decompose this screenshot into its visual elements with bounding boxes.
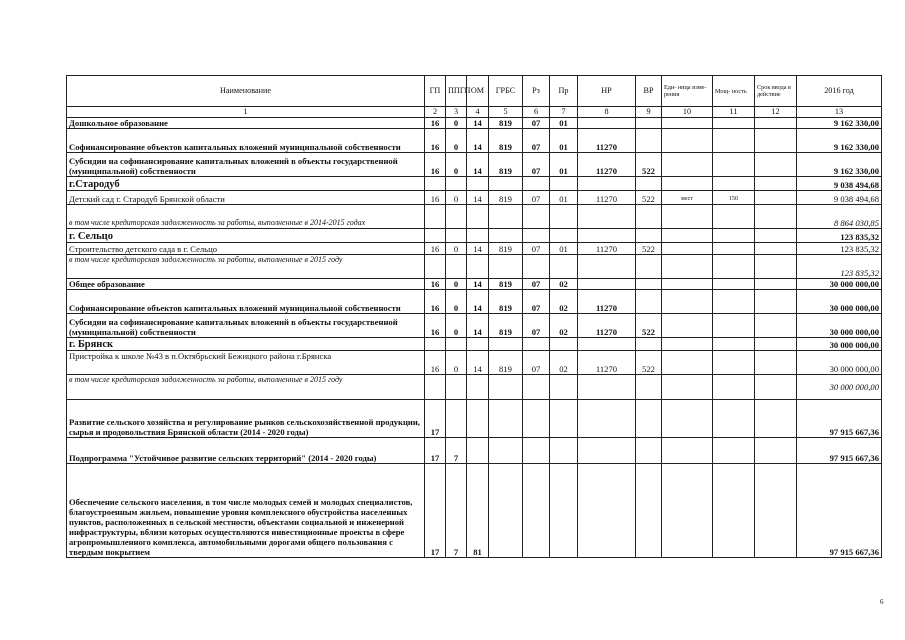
row-amount: 9 038 494,68 — [797, 191, 882, 205]
row-amount: 9 038 494,68 — [797, 177, 882, 191]
table-row — [67, 338, 882, 351]
row-unit — [662, 290, 713, 314]
col-num: 7 — [550, 107, 578, 118]
budget-table-sheet — [66, 75, 881, 558]
row-pr: 01 — [550, 243, 578, 255]
row-amount: 30 000 000,00 — [797, 351, 882, 375]
row-amount: 30 000 000,00 — [797, 375, 882, 400]
row-unit — [662, 118, 713, 129]
row-nr: 11270 — [578, 314, 636, 338]
col-num: 6 — [523, 107, 550, 118]
row-gp: 16 — [425, 191, 446, 205]
row-amount: 30 000 000,00 — [797, 290, 882, 314]
row-term — [755, 129, 797, 153]
row-power — [713, 351, 755, 375]
row-unit — [662, 314, 713, 338]
row-term — [755, 314, 797, 338]
row-amount: 97 915 667,36 — [797, 400, 882, 438]
row-amount: 30 000 000,00 — [797, 314, 882, 338]
row-gp: 16 — [425, 153, 446, 177]
col-num: 8 — [578, 107, 636, 118]
row-om: 14 — [467, 191, 489, 205]
row-name: Подпрограмма "Устойчивое развитие сельских территорий" (2014 - 2020 годы) — [67, 438, 425, 464]
row-rz: 07 — [523, 314, 550, 338]
table-row — [67, 351, 882, 375]
row-om: 14 — [467, 153, 489, 177]
table-row — [67, 243, 882, 255]
row-term — [755, 351, 797, 375]
row-ppgp: 0 — [446, 191, 467, 205]
row-gp: 16 — [425, 129, 446, 153]
row-grbs: 819 — [489, 279, 523, 290]
row-vr: 522 — [636, 153, 662, 177]
row-nr: 11270 — [578, 351, 636, 375]
row-ppgp: 0 — [446, 279, 467, 290]
row-term — [755, 279, 797, 290]
row-power — [713, 314, 755, 338]
row-nr: 11270 — [578, 290, 636, 314]
row-grbs: 819 — [489, 351, 523, 375]
table-row — [67, 177, 882, 191]
row-name: Субсидии на софинансирование капитальных вложений в объекты государственной (муниципальной) собственности — [67, 314, 425, 338]
col-num: 13 — [797, 107, 882, 118]
header-om: ОМ — [467, 76, 489, 107]
row-amount: 123 835,32 — [797, 243, 882, 255]
row-term — [755, 191, 797, 205]
row-nr: 11270 — [578, 191, 636, 205]
row-om: 81 — [467, 464, 489, 558]
row-nr: 11270 — [578, 153, 636, 177]
row-pr: 02 — [550, 279, 578, 290]
header-nr: НР — [578, 76, 636, 107]
row-gp: 16 — [425, 351, 446, 375]
row-amount: 30 000 000,00 — [797, 338, 882, 351]
table-row — [67, 314, 882, 338]
row-grbs: 819 — [489, 153, 523, 177]
row-gp: 16 — [425, 243, 446, 255]
row-om: 14 — [467, 243, 489, 255]
row-name: Пристройка к школе №43 в п.Октябрьский Бежицкого района г.Брянска — [67, 351, 425, 375]
row-amount: 123 835,32 — [797, 255, 882, 279]
row-power — [713, 153, 755, 177]
row-amount: 123 835,32 — [797, 229, 882, 243]
header-rz: Рз — [523, 76, 550, 107]
row-ppgp: 0 — [446, 351, 467, 375]
row-amount: 30 000 000,00 — [797, 279, 882, 290]
row-pr: 02 — [550, 290, 578, 314]
table-row — [67, 129, 882, 153]
header-vr: ВР — [636, 76, 662, 107]
row-name: Софинансирование объектов капитальных вложений муниципальной собственности — [67, 129, 425, 153]
row-rz: 07 — [523, 351, 550, 375]
row-ppgp: 0 — [446, 243, 467, 255]
col-num: 12 — [755, 107, 797, 118]
row-power — [713, 290, 755, 314]
row-vr — [636, 129, 662, 153]
row-nr — [578, 118, 636, 129]
row-rz: 07 — [523, 279, 550, 290]
row-vr: 522 — [636, 351, 662, 375]
col-num: 9 — [636, 107, 662, 118]
col-num: 1 — [67, 107, 425, 118]
row-vr: 522 — [636, 314, 662, 338]
row-amount: 97 915 667,36 — [797, 464, 882, 558]
row-power — [713, 243, 755, 255]
row-rz: 07 — [523, 243, 550, 255]
row-gp: 16 — [425, 279, 446, 290]
row-term — [755, 243, 797, 255]
row-unit — [662, 129, 713, 153]
row-ppgp: 0 — [446, 153, 467, 177]
row-vr: 522 — [636, 243, 662, 255]
col-num: 2 — [425, 107, 446, 118]
header-grbs: ГРБС — [489, 76, 523, 107]
row-gp: 17 — [425, 464, 446, 558]
row-vr — [636, 290, 662, 314]
row-gp: 16 — [425, 314, 446, 338]
header-gp: ГП — [425, 76, 446, 107]
row-name: Строительство детского сада в г. Сельцо — [67, 243, 425, 255]
row-ppgp: 0 — [446, 118, 467, 129]
row-om: 14 — [467, 129, 489, 153]
col-num: 5 — [489, 107, 523, 118]
row-grbs: 819 — [489, 314, 523, 338]
table-row — [67, 229, 882, 243]
row-grbs: 819 — [489, 118, 523, 129]
header-power: Мощ- ность — [713, 76, 755, 107]
row-name: г. Брянск — [67, 338, 425, 351]
table-row — [67, 191, 882, 205]
row-name: Дошкольное образование — [67, 118, 425, 129]
row-power — [713, 129, 755, 153]
row-ppgp: 7 — [446, 438, 467, 464]
row-om: 14 — [467, 314, 489, 338]
row-unit — [662, 279, 713, 290]
row-amount: 8 864 030,85 — [797, 205, 882, 229]
table-row — [67, 153, 882, 177]
row-nr: 11270 — [578, 243, 636, 255]
row-term — [755, 153, 797, 177]
row-term — [755, 290, 797, 314]
row-unit: мест — [662, 191, 713, 205]
row-nr: 11270 — [578, 129, 636, 153]
row-grbs: 819 — [489, 191, 523, 205]
row-om: 14 — [467, 290, 489, 314]
header-pr: Пр — [550, 76, 578, 107]
row-name: г.Стародуб — [67, 177, 425, 191]
row-name: г. Сельцо — [67, 229, 425, 243]
row-power: 150 — [713, 191, 755, 205]
header-year: 2016 год — [797, 76, 882, 107]
row-rz: 07 — [523, 118, 550, 129]
row-unit — [662, 351, 713, 375]
row-ppgp: 0 — [446, 290, 467, 314]
col-num: 11 — [713, 107, 755, 118]
row-amount: 9 162 330,00 — [797, 129, 882, 153]
table-row — [67, 464, 882, 558]
row-amount: 97 915 667,36 — [797, 438, 882, 464]
row-unit — [662, 243, 713, 255]
row-power — [713, 118, 755, 129]
row-unit — [662, 153, 713, 177]
row-om: 14 — [467, 351, 489, 375]
row-gp: 16 — [425, 290, 446, 314]
row-gp: 17 — [425, 400, 446, 438]
row-rz: 07 — [523, 153, 550, 177]
row-rz: 07 — [523, 129, 550, 153]
row-amount: 9 162 330,00 — [797, 118, 882, 129]
header-unit: Еди- ница изме- рения — [662, 76, 713, 107]
table-row — [67, 400, 882, 438]
table-row — [67, 279, 882, 290]
row-ppgp: 0 — [446, 314, 467, 338]
column-number-row — [67, 107, 882, 118]
header-name: Наименование — [67, 76, 425, 107]
row-pr: 01 — [550, 153, 578, 177]
row-vr — [636, 118, 662, 129]
row-power — [713, 279, 755, 290]
row-name: Субсидии на софинансирование капитальных вложений в объекты государственной (муниципальной) собственности — [67, 153, 425, 177]
table-row — [67, 290, 882, 314]
table-row — [67, 255, 882, 279]
row-ppgp: 0 — [446, 129, 467, 153]
row-name: Общее образование — [67, 279, 425, 290]
row-name: в том числе кредиторская задолженность за работы, выполненные в 2015 году — [67, 375, 425, 400]
row-name: в том числе кредиторская задолженность за работы, выполненные в 2015 году — [67, 255, 425, 279]
col-num: 10 — [662, 107, 713, 118]
row-vr — [636, 279, 662, 290]
budget-table — [66, 75, 882, 558]
row-pr: 02 — [550, 351, 578, 375]
row-nr — [578, 279, 636, 290]
row-name: Софинансирование объектов капитальных вложений муниципальной собственности — [67, 290, 425, 314]
col-num: 4 — [467, 107, 489, 118]
row-name: Развитие сельского хозяйства и регулирование рынков сельскохозяйственной продукции, сырья и продовольствия Брянской области (2014 - 2020 годы) — [67, 400, 425, 438]
row-rz: 07 — [523, 191, 550, 205]
header-ppgp: ППГП — [446, 76, 467, 107]
row-pr: 02 — [550, 314, 578, 338]
row-pr: 01 — [550, 191, 578, 205]
row-term — [755, 118, 797, 129]
row-name: в том числе кредиторская задолженность за работы, выполненные в 2014-2015 годах — [67, 205, 425, 229]
row-amount: 9 162 330,00 — [797, 153, 882, 177]
row-gp: 16 — [425, 118, 446, 129]
row-grbs: 819 — [489, 290, 523, 314]
header-row — [67, 76, 882, 107]
row-om: 14 — [467, 279, 489, 290]
table-row — [67, 118, 882, 129]
row-gp: 17 — [425, 438, 446, 464]
row-om: 14 — [467, 118, 489, 129]
header-term: Срок ввода в действие — [755, 76, 797, 107]
table-row — [67, 205, 882, 229]
row-grbs: 819 — [489, 243, 523, 255]
row-pr: 01 — [550, 129, 578, 153]
row-grbs: 819 — [489, 129, 523, 153]
row-name: Детский сад г. Стародуб Брянской области — [67, 191, 425, 205]
page-number: 6 — [880, 598, 884, 606]
table-row — [67, 438, 882, 464]
table-row — [67, 375, 882, 400]
row-vr: 522 — [636, 191, 662, 205]
row-name: Обеспечение сельского населения, в том числе молодых семей и молодых специалистов, благоустроенным жильем, повышение уровня комплексного обустройства населенных пунктов, расположенных в сельской местности, объектами социальной и инженерной инфраструктуры, вблизи которых осуществляются инвестиционные проекты в сфере агропромышленного комплекса, автомобильными дорогами общего пользования с твердым покрытием — [67, 464, 425, 558]
row-pr: 01 — [550, 118, 578, 129]
col-num: 3 — [446, 107, 467, 118]
row-rz: 07 — [523, 290, 550, 314]
row-ppgp: 7 — [446, 464, 467, 558]
